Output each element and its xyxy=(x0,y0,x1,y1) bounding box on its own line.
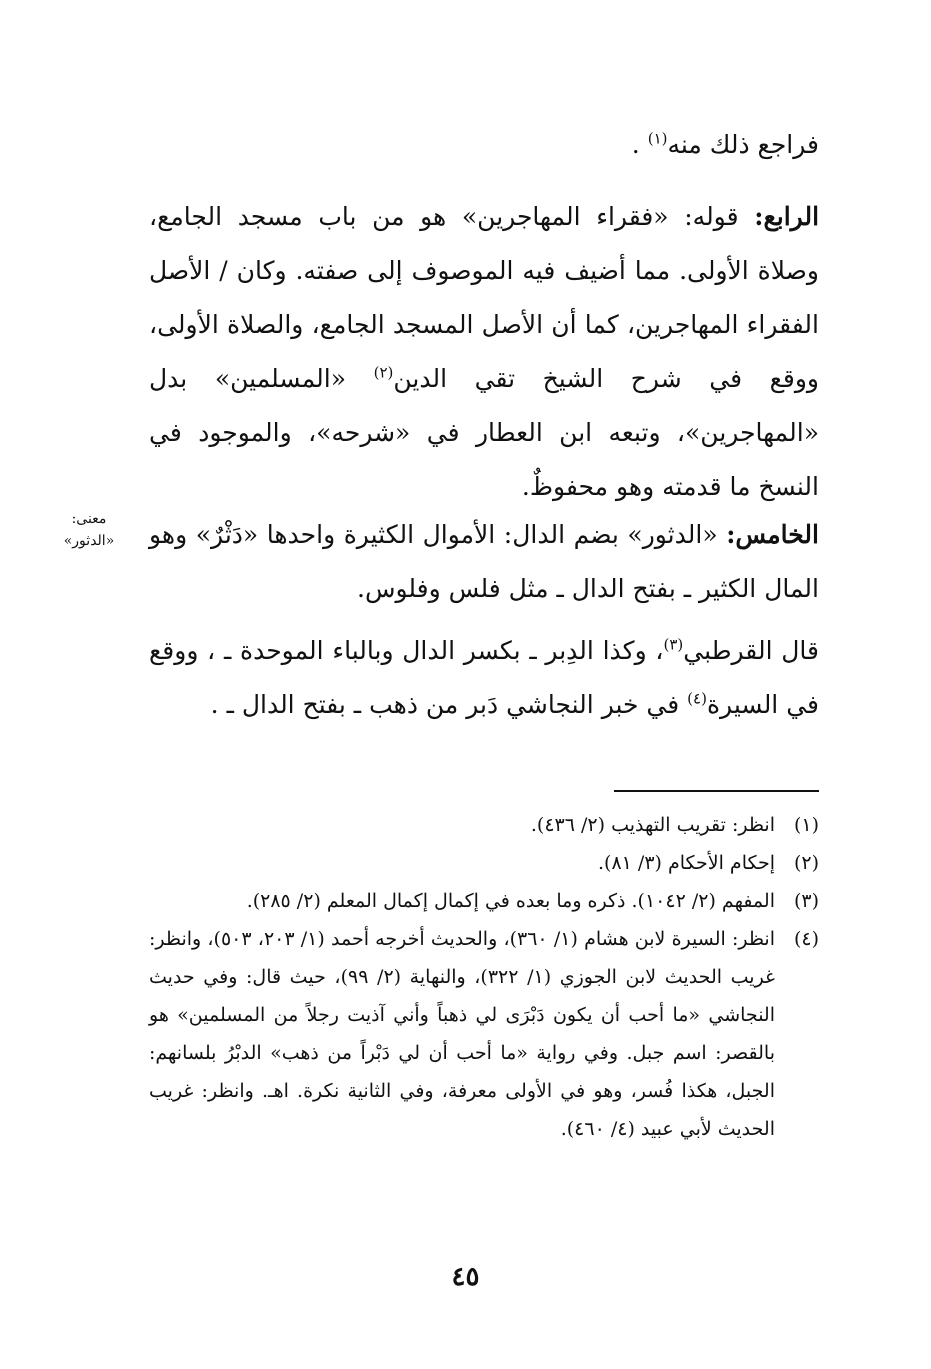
paragraph-4-body-2: ، وكذا الدِبر ـ بكسر الدال وبالباء الموحدة ـ ، ووقع في السيرة xyxy=(149,636,819,719)
paragraph-3-text xyxy=(149,508,819,616)
footnote-number: (١) xyxy=(793,814,819,836)
paragraph-1 xyxy=(149,118,819,172)
footnote-number: (٤) xyxy=(793,928,819,950)
footnote-ref-1: (١) xyxy=(647,129,668,148)
paragraph-1-tail: . xyxy=(631,130,640,159)
paragraph-2-lead: الرابع: xyxy=(754,202,820,231)
paragraph-2-text xyxy=(149,190,819,514)
paragraph-4-body-1: قال القرطبي xyxy=(683,636,819,665)
paragraph-4-body-3: في خبر النجاشي دَبر من ذهب ـ بفتح الدال ـ . xyxy=(210,690,680,719)
footnote-number: (٢) xyxy=(793,852,819,874)
paragraph-4-text xyxy=(149,624,819,732)
paragraph-4 xyxy=(149,624,819,732)
paragraph-3-body: «الدثور» بضم الدال: الأموال الكثيرة واحدها «دَثْرٌ» وهو المال الكثير ـ بفتح الدال ـ مثل فلس وفلوس. xyxy=(149,520,819,603)
footnote-1 xyxy=(149,806,819,844)
footnote-text: إحكام الأحكام (٣/ ٨١). xyxy=(597,852,775,874)
footnote-ref-2: (٢) xyxy=(373,363,394,382)
margin-note-line-1: معنى: xyxy=(71,511,107,527)
footnotes xyxy=(149,806,819,1148)
paragraph-2-tail: «المسلمين» بدل «المهاجرين»، وتبعه ابن العطار في «شرحه»، والموجود في النسخ ما قدمته وهو محفوظٌ. xyxy=(149,364,819,501)
footnote-separator xyxy=(614,790,819,792)
footnote-text: المفهم (٢/ ١٠٤٢). ذكره وما بعده في إكمال إكمال المعلم (٢/ ٢٨٥). xyxy=(246,890,775,912)
paragraph-2 xyxy=(149,190,819,514)
paragraph-1-text xyxy=(149,118,819,172)
footnote-number: (٣) xyxy=(793,890,819,912)
footnote-3 xyxy=(149,882,819,920)
footnote-text: انظر: السيرة لابن هشام (١/ ٣٦٠)، والحديث أخرجه أحمد (١/ ٢٠٣، ٥٠٣)، وانظر: غريب الحديث لابن الجوزي (١/ ٣٢٢)، والنهاية (٢/ ٩٩)، حيث قال: وفي حديث النجاشي «ما أحب أن يكون دَبْرَى لي ذهباً وأني آذيت رجلاً من المسلمين» هو بالقصر: اسم جبل. وفي رواية «ما أحب أن لي دَبْراً من ذهب» الدبْرُ بلسانهم: الجبل، هكذا فُسر، وهو في الأولى معرفة، وفي الثانية نكرة. اهـ. وانظر: غريب الحديث لأبي عبيد (٤/ ٤٦٠). xyxy=(149,928,775,1140)
footnote-ref-4: (٤) xyxy=(687,689,707,708)
footnote-text: انظر: تقريب التهذيب (٢/ ٤٣٦). xyxy=(530,814,775,836)
margin-note-line-2: «الدثور» xyxy=(63,533,115,549)
footnote-4 xyxy=(149,920,819,1148)
paragraph-3-lead: الخامس: xyxy=(726,520,819,549)
paragraph-2-body: قوله: «فقراء المهاجرين» هو من باب مسجد الجامع، وصلاة الأولى. مما أضيف فيه الموصوف إلى صفته. وكان / الأصل الفقراء المهاجرين، كما أن الأصل المسجد الجامع، والصلاة الأولى، ووقع في شرح الشيخ تقي الدين xyxy=(149,202,820,393)
footnote-2 xyxy=(149,844,819,882)
footnote-ref-3: (٣) xyxy=(663,635,684,654)
margin-note xyxy=(40,508,138,552)
paragraph-1-body: فراجع ذلك منه xyxy=(667,130,819,159)
page-number: ٤٥ xyxy=(451,1262,480,1292)
paragraph-3 xyxy=(149,508,819,616)
